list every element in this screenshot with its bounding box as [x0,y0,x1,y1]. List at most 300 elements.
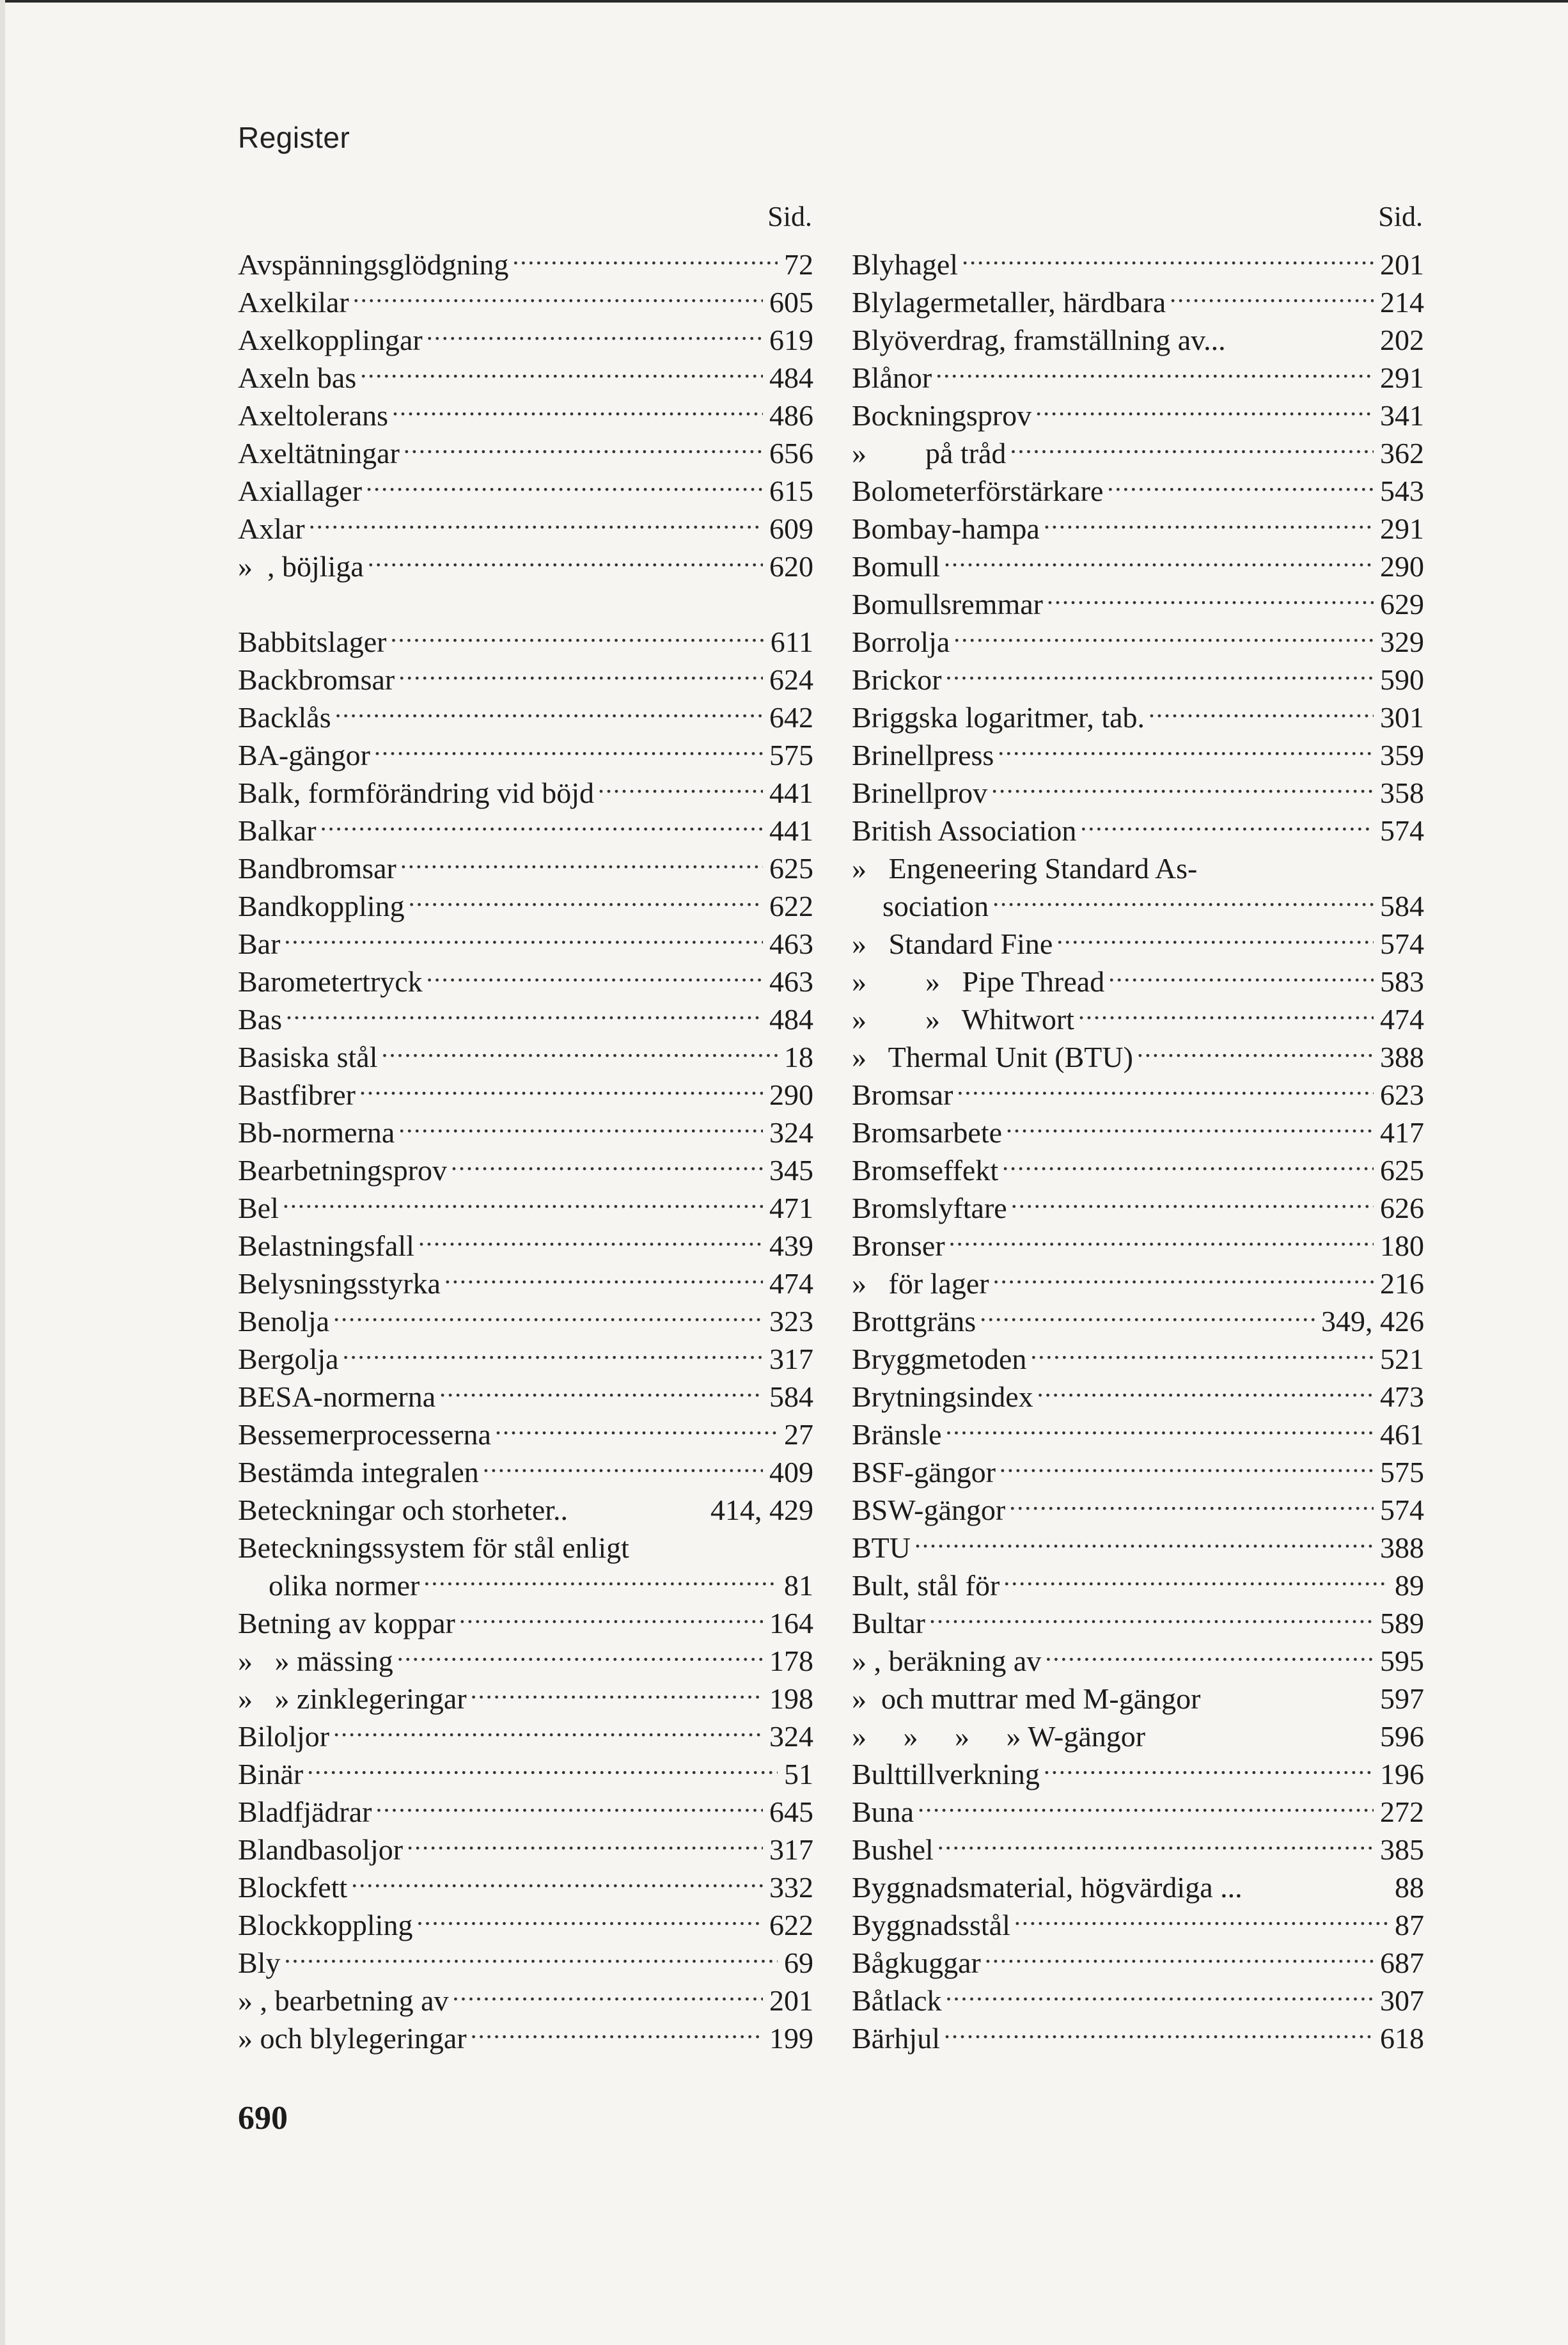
dot-leader [1006,1105,1374,1142]
index-term: » , bearbetning av [238,1984,449,2017]
index-page-ref: 619 [769,324,813,356]
dot-leader [1201,841,1390,878]
index-page-ref: 624 [769,663,813,696]
dot-leader [1045,1633,1374,1671]
index-page-ref: 345 [769,1154,813,1187]
dot-leader [1000,1444,1374,1482]
index-page-ref: 323 [769,1305,813,1338]
index-term: olika normer [269,1569,420,1602]
index-page-ref: 362 [1380,437,1424,470]
dot-leader [368,539,763,576]
dot-leader [998,727,1374,765]
index-entry [238,614,813,658]
index-page-ref: 324 [769,1116,813,1149]
index-term: Biloljor [238,1720,330,1753]
index-term: Bar [238,928,281,960]
index-term: BTU [852,1531,911,1564]
index-term: Blockkoppling [238,1909,413,1941]
dot-leader [471,2010,763,2048]
index-term: Bergolja [238,1343,339,1375]
index-term: sociation [882,890,989,922]
dot-leader [1047,576,1374,614]
index-entry [238,1029,813,1073]
index-page-ref: 301 [1380,701,1424,734]
index-term: Beteckningssystem för stål enligt [238,1531,629,1564]
index-page-ref: 471 [769,1192,813,1224]
index-page-ref: 622 [769,890,813,922]
index-term: Bly [238,1946,281,1979]
dot-leader [374,727,763,765]
index-page-ref: 201 [1380,248,1424,281]
index-page-ref: 595 [1380,1645,1424,1677]
dot-leader [283,1180,763,1218]
index-term: Brinellprov [852,777,988,809]
page-header: Register [238,121,350,154]
index-term: Blockfett [238,1871,348,1904]
index-page-ref: 584 [1380,890,1424,922]
dot-leader [1003,1558,1388,1595]
index-term: Avspänningsglödgning [238,248,509,281]
dot-leader [598,765,763,803]
dot-leader [398,652,763,690]
dot-leader [962,237,1374,274]
index-page-ref: 18 [784,1041,813,1073]
index-term: Balk, formförändring vid böjd [238,777,595,809]
dot-leader [957,1067,1374,1105]
dot-leader [375,1784,763,1822]
dot-leader [1030,1331,1374,1369]
index-page-ref: 605 [769,286,813,319]
index-term: » , böjliga [238,550,364,583]
sid-label-right: Sid. [1378,201,1423,232]
index-entry [852,1822,1424,1866]
index-term: British Association [852,814,1077,847]
index-page-ref: 349, 426 [1321,1305,1424,1338]
index-entry [852,237,1424,281]
index-term: Bandkoppling [238,890,405,922]
index-page-ref: 216 [1380,1267,1424,1300]
index-term: Blyhagel [852,248,959,281]
index-term: » » Whitwort [852,1003,1074,1036]
index-term: » » » » W-gängor [852,1720,1146,1753]
index-entry [238,1746,813,1790]
index-page-ref: 596 [1380,1720,1424,1753]
dot-leader [366,463,763,501]
dot-leader [1010,425,1374,463]
index-page-ref: 441 [769,777,813,809]
index-term: Bastfibrer [238,1078,356,1111]
index-page-ref: 620 [769,550,813,583]
page-number: 690 [238,2100,288,2136]
index-term: Bronser [852,1229,945,1262]
dot-leader [333,1293,763,1331]
index-entry [238,954,813,998]
index-term: Axelkopplingar [238,324,423,356]
dot-leader [1170,274,1374,312]
index-entry [238,1218,813,1262]
index-entry [852,350,1424,394]
index-page-ref: 642 [769,701,813,734]
index-term: Bandbromsar [238,852,396,885]
dot-leader [1137,1029,1374,1067]
dot-leader [1009,1482,1374,1520]
dot-leader [993,1256,1374,1293]
index-page-ref: 409 [769,1456,813,1488]
index-term: Briggska logaritmer, tab. [852,701,1145,734]
index-term: Bladfjädrar [238,1796,372,1828]
index-entry [852,1595,1424,1639]
index-term: Bågkuggar [852,1946,981,1979]
index-term: Byggnadsmaterial, högvärdiga ... [852,1871,1243,1904]
index-term: Blyöverdrag, framställning av... [852,324,1226,356]
dot-leader [309,501,763,539]
index-entry [238,1784,813,1828]
index-term: Bel [238,1192,279,1224]
dot-leader [953,614,1374,652]
index-page-ref: 414, 429 [710,1494,813,1526]
index-term: Barometertryck [238,965,423,998]
index-entry [852,1520,1424,1564]
index-term: Bombay-hampa [852,512,1040,545]
index-entry [238,803,813,847]
dot-leader [991,765,1374,803]
dot-leader [335,690,763,727]
index-term: Bromseffekt [852,1154,999,1187]
index-page-ref: 358 [1380,777,1424,809]
dot-leader [944,2010,1374,2048]
dot-leader [343,1331,763,1369]
index-page-ref: 623 [1380,1078,1424,1111]
index-page-ref: 27 [784,1418,813,1451]
index-term: Bomullsremmar [852,588,1043,620]
index-page-ref: 484 [769,1003,813,1036]
index-page-ref: 656 [769,437,813,470]
dot-leader [407,1822,763,1859]
index-term: Brinellpress [852,739,994,771]
dot-leader [286,991,763,1029]
index-page-ref: 317 [769,1833,813,1866]
dot-leader [1204,1671,1374,1709]
dot-leader [320,803,763,841]
dot-leader [392,388,763,425]
index-page-ref: 214 [1380,286,1424,319]
index-entries-left [238,237,813,2055]
dot-leader [483,1444,763,1482]
index-entry [852,1859,1424,1904]
index-entry [852,1633,1424,1677]
dot-leader [459,1595,763,1633]
index-entry [238,1935,813,1979]
index-page-ref: 89 [1395,1569,1424,1602]
dot-leader [471,1671,763,1709]
dot-leader [391,614,764,652]
index-entry [238,916,813,960]
index-page-ref: 687 [1380,1946,1424,1979]
index-entry [852,388,1424,432]
index-term: Bärhjul [852,2022,940,2055]
index-term: Buna [852,1796,914,1828]
index-entry [852,1784,1424,1828]
dot-leader [307,1746,778,1784]
index-page-ref: 272 [1380,1796,1424,1828]
index-term: » , beräkning av [852,1645,1042,1677]
index-page-ref: 291 [1380,361,1424,394]
index-term: Blånor [852,361,932,394]
index-page-ref: 441 [769,814,813,847]
index-page-ref: 574 [1380,928,1424,960]
dot-leader [1230,312,1374,350]
index-entry [238,991,813,1036]
dot-leader [980,1293,1315,1331]
index-term: Axelkilar [238,286,349,319]
index-term: Beteckningar och storheter.. [238,1494,568,1526]
dot-leader [937,1822,1374,1859]
dot-leader [1044,1746,1374,1784]
index-page-ref: 417 [1380,1116,1424,1149]
dot-leader [400,841,763,878]
index-term: Bult, stål för [852,1569,1000,1602]
index-term: Axeltolerans [238,399,389,432]
index-page-ref: 439 [769,1229,813,1262]
dot-leader [992,878,1374,916]
index-page-ref: 385 [1380,1833,1424,1866]
index-page-ref: 622 [769,1909,813,1941]
index-entry [238,841,813,885]
index-term: Bockningsprov [852,399,1032,432]
dot-leader [985,1935,1374,1973]
dot-leader [1044,501,1374,539]
index-page-ref: 198 [769,1682,813,1715]
dot-leader [918,1784,1374,1822]
dot-leader [284,1935,778,1973]
dot-leader [444,1256,763,1293]
index-term: Betning av koppar [238,1607,455,1639]
index-page-ref: 164 [769,1607,813,1639]
index-page-ref: 463 [769,965,813,998]
dot-leader [451,1142,763,1180]
index-page-ref: 618 [1380,2022,1424,2055]
dot-leader [914,1520,1374,1558]
index-term: Bolometerförstärkare [852,475,1104,507]
dot-leader [1002,1142,1374,1180]
page-edge-shadow [0,0,5,2345]
index-term: Brytningsindex [852,1380,1033,1413]
index-term: Bulttillverkning [852,1758,1040,1790]
index-term: Axeln bas [238,361,357,394]
index-term: Bromsarbete [852,1116,1003,1149]
index-term: Bromslyftare [852,1192,1007,1224]
dot-leader [453,1973,763,2010]
index-page-ref: 199 [769,2022,813,2055]
index-page-ref: 329 [1380,626,1424,658]
index-page-ref: 611 [770,626,813,658]
index-term: Bb-normerna [238,1116,395,1149]
index-page-ref: 521 [1380,1343,1424,1375]
dot-leader [353,274,763,312]
index-entry [238,539,813,583]
index-entry [238,501,813,545]
dot-leader [1056,916,1374,954]
index-page-ref: 463 [769,928,813,960]
dot-leader [397,1633,763,1671]
index-term: Benolja [238,1305,330,1338]
sid-label-left: Sid. [767,201,812,232]
dot-leader [1037,1369,1374,1407]
dot-leader [1078,991,1374,1029]
index-page-ref: 575 [769,739,813,771]
dot-leader [409,878,763,916]
index-page-ref: 51 [784,1758,813,1790]
index-term: » och blylegeringar [238,2022,467,2055]
index-page-ref: 474 [1380,1003,1424,1036]
index-page-ref: 626 [1380,1192,1424,1224]
dot-leader [946,1407,1374,1444]
dot-leader [398,1105,763,1142]
index-page-ref: 543 [1380,475,1424,507]
index-term: Belysningsstyrka [238,1267,441,1300]
index-term: Binär [238,1758,304,1790]
dot-leader [427,312,763,350]
index-page-ref: 341 [1380,399,1424,432]
dot-leader [1108,954,1374,991]
dot-leader [1080,803,1374,841]
index-page-ref: 574 [1380,814,1424,847]
index-term: Båtlack [852,1984,942,2017]
index-term: Axeltätningar [238,437,400,470]
index-term: Blandbasoljor [238,1833,404,1866]
index-entry [238,237,813,281]
dot-leader [1149,690,1374,727]
index-term: » » zinklegeringar [238,1682,467,1715]
index-page-ref: 324 [769,1720,813,1753]
index-page-ref: 609 [769,512,813,545]
index-page-ref: 583 [1380,965,1424,998]
index-column-left [238,197,813,2055]
index-term: » Thermal Unit (BTU) [852,1041,1133,1073]
index-term: BESA-normerna [238,1380,436,1413]
index-page-ref: 290 [1380,550,1424,583]
index-term: BSF-gängor [852,1456,996,1488]
dot-leader [936,350,1374,388]
dot-leader [495,1407,778,1444]
dot-leader [351,1859,763,1897]
dot-leader [512,237,778,274]
index-page-ref: 180 [1380,1229,1424,1262]
index-term: Basiska stål [238,1041,378,1073]
index-page-ref: 461 [1380,1418,1424,1451]
index-entry [238,1973,813,2017]
dot-leader [423,1558,778,1595]
dot-leader [439,1369,763,1407]
index-page-ref: 625 [1380,1154,1424,1187]
index-page-ref: 574 [1380,1494,1424,1526]
index-term: » och muttrar med M-gängor [852,1682,1201,1715]
index-page-ref: 597 [1380,1682,1424,1715]
index-page-ref: 290 [769,1078,813,1111]
index-term: Axlar [238,512,305,545]
index-page-ref: 69 [784,1946,813,1979]
index-page-ref: 72 [784,248,813,281]
index-term: Borrolja [852,626,950,658]
dot-leader [929,1595,1374,1633]
dot-leader [359,1067,763,1105]
index-entry [238,1180,813,1224]
index-page-ref: 575 [1380,1456,1424,1488]
index-term: Brottgräns [852,1305,976,1338]
dot-leader [404,425,763,463]
index-page-ref: 388 [1380,1531,1424,1564]
index-page-ref: 388 [1380,1041,1424,1073]
index-page-ref: 645 [769,1796,813,1828]
index-page-ref: 584 [769,1380,813,1413]
index-page-ref: 88 [1395,1871,1424,1904]
dot-leader [418,1218,763,1256]
dot-leader [949,1218,1374,1256]
index-term: Bultar [852,1607,925,1639]
index-page-ref: 625 [769,852,813,885]
dot-leader [284,916,763,954]
index-term: Babbitslager [238,626,387,658]
index-term: » Standard Fine [852,928,1053,960]
dot-leader [572,1482,704,1520]
index-term: BSW-gängor [852,1494,1006,1526]
dot-leader [1035,388,1374,425]
index-page-ref: 291 [1380,512,1424,545]
index-term: Backbromsar [238,663,395,696]
index-term: Bearbetningsprov [238,1154,448,1187]
dot-leader [946,652,1374,690]
dot-leader [333,1709,763,1746]
index-page-ref: 629 [1380,588,1424,620]
index-term: Belastningsfall [238,1229,414,1262]
index-page-ref: 81 [784,1569,813,1602]
index-page-ref: 484 [769,361,813,394]
index-page-ref: 486 [769,399,813,432]
index-term: » på tråd [852,437,1007,470]
index-page-ref: 332 [769,1871,813,1904]
dot-leader [1107,463,1374,501]
index-column-right [852,197,1424,2055]
dot-leader [1011,1180,1374,1218]
index-term: Bestämda integralen [238,1456,479,1488]
index-term: » » Pipe Thread [852,965,1105,998]
index-entry [852,1558,1424,1602]
index-term: » Engeneering Standard As- [852,852,1198,885]
index-term: BA-gängor [238,739,370,771]
index-page-ref: 590 [1380,663,1424,696]
index-term: Bryggmetoden [852,1343,1027,1375]
index-term: Bushel [852,1833,934,1866]
dot-leader [416,1897,763,1935]
index-page-ref: 196 [1380,1758,1424,1790]
dot-leader [427,954,763,991]
dot-leader [1149,1709,1374,1746]
dot-leader [1246,1859,1388,1897]
index-term: Blylagermetaller, härdbara [852,286,1166,319]
dot-leader [381,1029,778,1067]
index-page-ref: 474 [769,1267,813,1300]
index-page-ref: 87 [1395,1909,1424,1941]
index-page-ref: 317 [769,1343,813,1375]
index-term: Bas [238,1003,282,1036]
top-edge-rule [0,0,1568,3]
index-term: Bränsle [852,1418,942,1451]
index-page-ref: 178 [769,1645,813,1677]
dot-leader [633,1520,779,1558]
index-term: Bessemerprocesserna [238,1418,491,1451]
index-term: Backlås [238,701,331,734]
index-entries-right [852,237,1424,2055]
